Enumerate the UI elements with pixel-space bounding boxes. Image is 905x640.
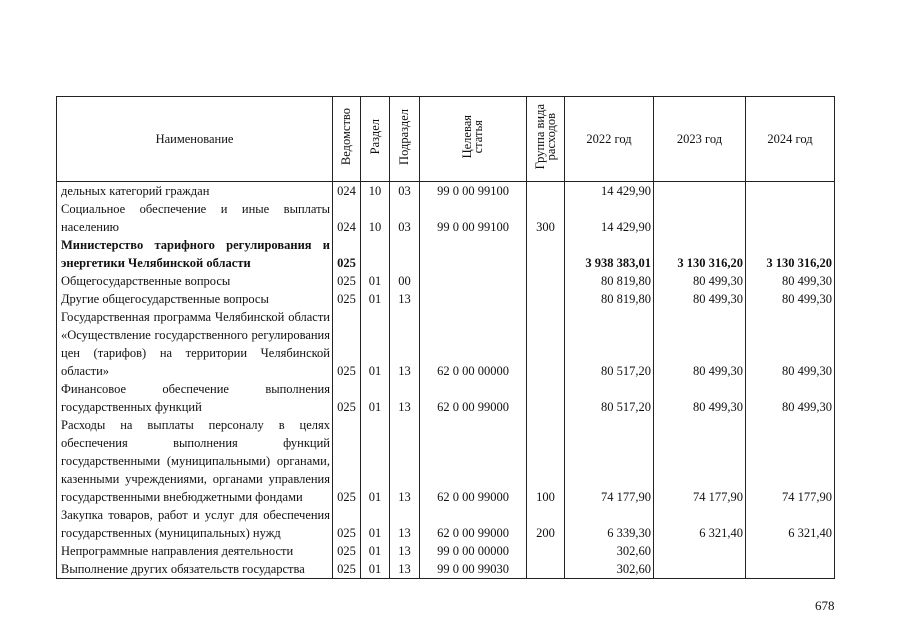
cell-razdel [361,236,390,272]
cell-name: Финансовое обеспечение выполнения государственных функций [57,380,333,416]
cell-celevaya-statya: 62 0 00 99000 [420,380,527,416]
header-year-2023: 2023 год [654,97,746,182]
cell-razdel: 01 [361,290,390,308]
cell-name: Другие общегосударственные вопросы [57,290,333,308]
table-row [57,308,835,380]
cell-vedomstvo: 025 [333,308,361,380]
cell-2022: 80 517,20 [565,308,654,380]
cell-celevaya-statya: 62 0 00 00000 [420,308,527,380]
cell-2022: 14 429,90 [565,200,654,236]
cell-razdel: 01 [361,542,390,560]
cell-razdel: 01 [361,380,390,416]
cell-podrazdel: 00 [390,272,420,290]
cell-2024: 80 499,30 [746,290,835,308]
cell-2022: 74 177,90 [565,416,654,506]
cell-podrazdel: 13 [390,308,420,380]
cell-gruppa [527,182,565,201]
cell-podrazdel: 13 [390,506,420,542]
cell-2023: 80 499,30 [654,272,746,290]
cell-2023: 80 499,30 [654,290,746,308]
table-row [57,272,835,290]
cell-celevaya-statya: 62 0 00 99000 [420,416,527,506]
header-celevaya-statya: Целевая статья [420,97,527,182]
cell-celevaya-statya: 99 0 00 99030 [420,560,527,579]
cell-name: Расходы на выплаты персоналу в целях обеспечения выполнения функций государственными (муниципальными) органами, казенными учреждениями, органами управления государственными внебюджетными фондами [57,416,333,506]
cell-gruppa [527,560,565,579]
cell-razdel: 01 [361,560,390,579]
cell-celevaya-statya [420,236,527,272]
cell-name: Закупка товаров, работ и услуг для обеспечения государственных (муниципальных) нужд [57,506,333,542]
budget-table [56,96,835,579]
cell-2022: 80 819,80 [565,272,654,290]
cell-2022: 6 339,30 [565,506,654,542]
cell-razdel: 10 [361,182,390,201]
cell-vedomstvo: 025 [333,380,361,416]
header-name: Наименование [57,97,333,182]
cell-podrazdel: 03 [390,200,420,236]
cell-razdel: 10 [361,200,390,236]
cell-vedomstvo: 025 [333,506,361,542]
cell-name: Социальное обеспечение и иные выплаты населению [57,200,333,236]
cell-vedomstvo: 025 [333,272,361,290]
cell-razdel: 01 [361,416,390,506]
table-row [57,560,835,579]
table-header-row [57,97,835,182]
cell-vedomstvo: 025 [333,236,361,272]
cell-gruppa [527,236,565,272]
cell-celevaya-statya: 62 0 00 99000 [420,506,527,542]
cell-2022: 80 819,80 [565,290,654,308]
cell-razdel: 01 [361,506,390,542]
cell-celevaya-statya: 99 0 00 00000 [420,542,527,560]
cell-podrazdel: 13 [390,416,420,506]
cell-2024 [746,560,835,579]
cell-2022: 80 517,20 [565,380,654,416]
page-number: 678 [815,598,835,613]
cell-gruppa [527,542,565,560]
cell-celevaya-statya: 99 0 00 99100 [420,182,527,201]
cell-2024 [746,200,835,236]
cell-2023 [654,542,746,560]
cell-2024 [746,182,835,201]
cell-vedomstvo: 025 [333,542,361,560]
cell-name: Министерство тарифного регулирования и энергетики Челябинской области [57,236,333,272]
table-row [57,380,835,416]
cell-name: Общегосударственные вопросы [57,272,333,290]
cell-celevaya-statya [420,290,527,308]
header-vedomstvo: Ведомство [333,97,361,182]
cell-gruppa [527,380,565,416]
cell-celevaya-statya: 99 0 00 99100 [420,200,527,236]
cell-vedomstvo: 025 [333,416,361,506]
table-row [57,506,835,542]
header-year-2024: 2024 год [746,97,835,182]
cell-gruppa [527,308,565,380]
table-row [57,416,835,506]
table-row [57,290,835,308]
cell-2022: 302,60 [565,560,654,579]
table-row [57,182,835,201]
header-razdel: Раздел [361,97,390,182]
cell-2023 [654,200,746,236]
cell-2024: 6 321,40 [746,506,835,542]
cell-2023 [654,182,746,201]
cell-name: Непрограммные направления деятельности [57,542,333,560]
cell-2024: 80 499,30 [746,308,835,380]
header-podrazdel: Подраздел [390,97,420,182]
cell-2024: 74 177,90 [746,416,835,506]
cell-gruppa [527,272,565,290]
cell-2023: 74 177,90 [654,416,746,506]
cell-2023: 6 321,40 [654,506,746,542]
cell-podrazdel: 13 [390,542,420,560]
cell-2023 [654,560,746,579]
cell-2023: 3 130 316,20 [654,236,746,272]
cell-vedomstvo: 024 [333,200,361,236]
header-year-2022: 2022 год [565,97,654,182]
cell-vedomstvo: 025 [333,560,361,579]
cell-2024: 3 130 316,20 [746,236,835,272]
cell-gruppa: 100 [527,416,565,506]
cell-gruppa: 300 [527,200,565,236]
cell-2023: 80 499,30 [654,308,746,380]
cell-name: дельных категорий граждан [57,182,333,201]
cell-name: Государственная программа Челябинской области «Осуществление государственного регулирования цен (тарифов) на территории Челябинской области» [57,308,333,380]
header-gruppa-vida-rashodov: Группа вида расходов [527,97,565,182]
cell-name: Выполнение других обязательств государства [57,560,333,579]
cell-gruppa: 200 [527,506,565,542]
table-row [57,542,835,560]
cell-2024: 80 499,30 [746,272,835,290]
cell-vedomstvo: 024 [333,182,361,201]
cell-gruppa [527,290,565,308]
cell-2022: 14 429,90 [565,182,654,201]
cell-2022: 3 938 383,01 [565,236,654,272]
cell-razdel: 01 [361,308,390,380]
cell-podrazdel: 13 [390,290,420,308]
cell-celevaya-statya [420,272,527,290]
cell-podrazdel: 13 [390,380,420,416]
table-row [57,200,835,236]
cell-razdel: 01 [361,272,390,290]
cell-vedomstvo: 025 [333,290,361,308]
cell-podrazdel: 03 [390,182,420,201]
cell-podrazdel [390,236,420,272]
table-row [57,236,835,272]
cell-2024 [746,542,835,560]
cell-2022: 302,60 [565,542,654,560]
cell-2023: 80 499,30 [654,380,746,416]
table-body [57,182,835,579]
cell-2024: 80 499,30 [746,380,835,416]
cell-podrazdel: 13 [390,560,420,579]
